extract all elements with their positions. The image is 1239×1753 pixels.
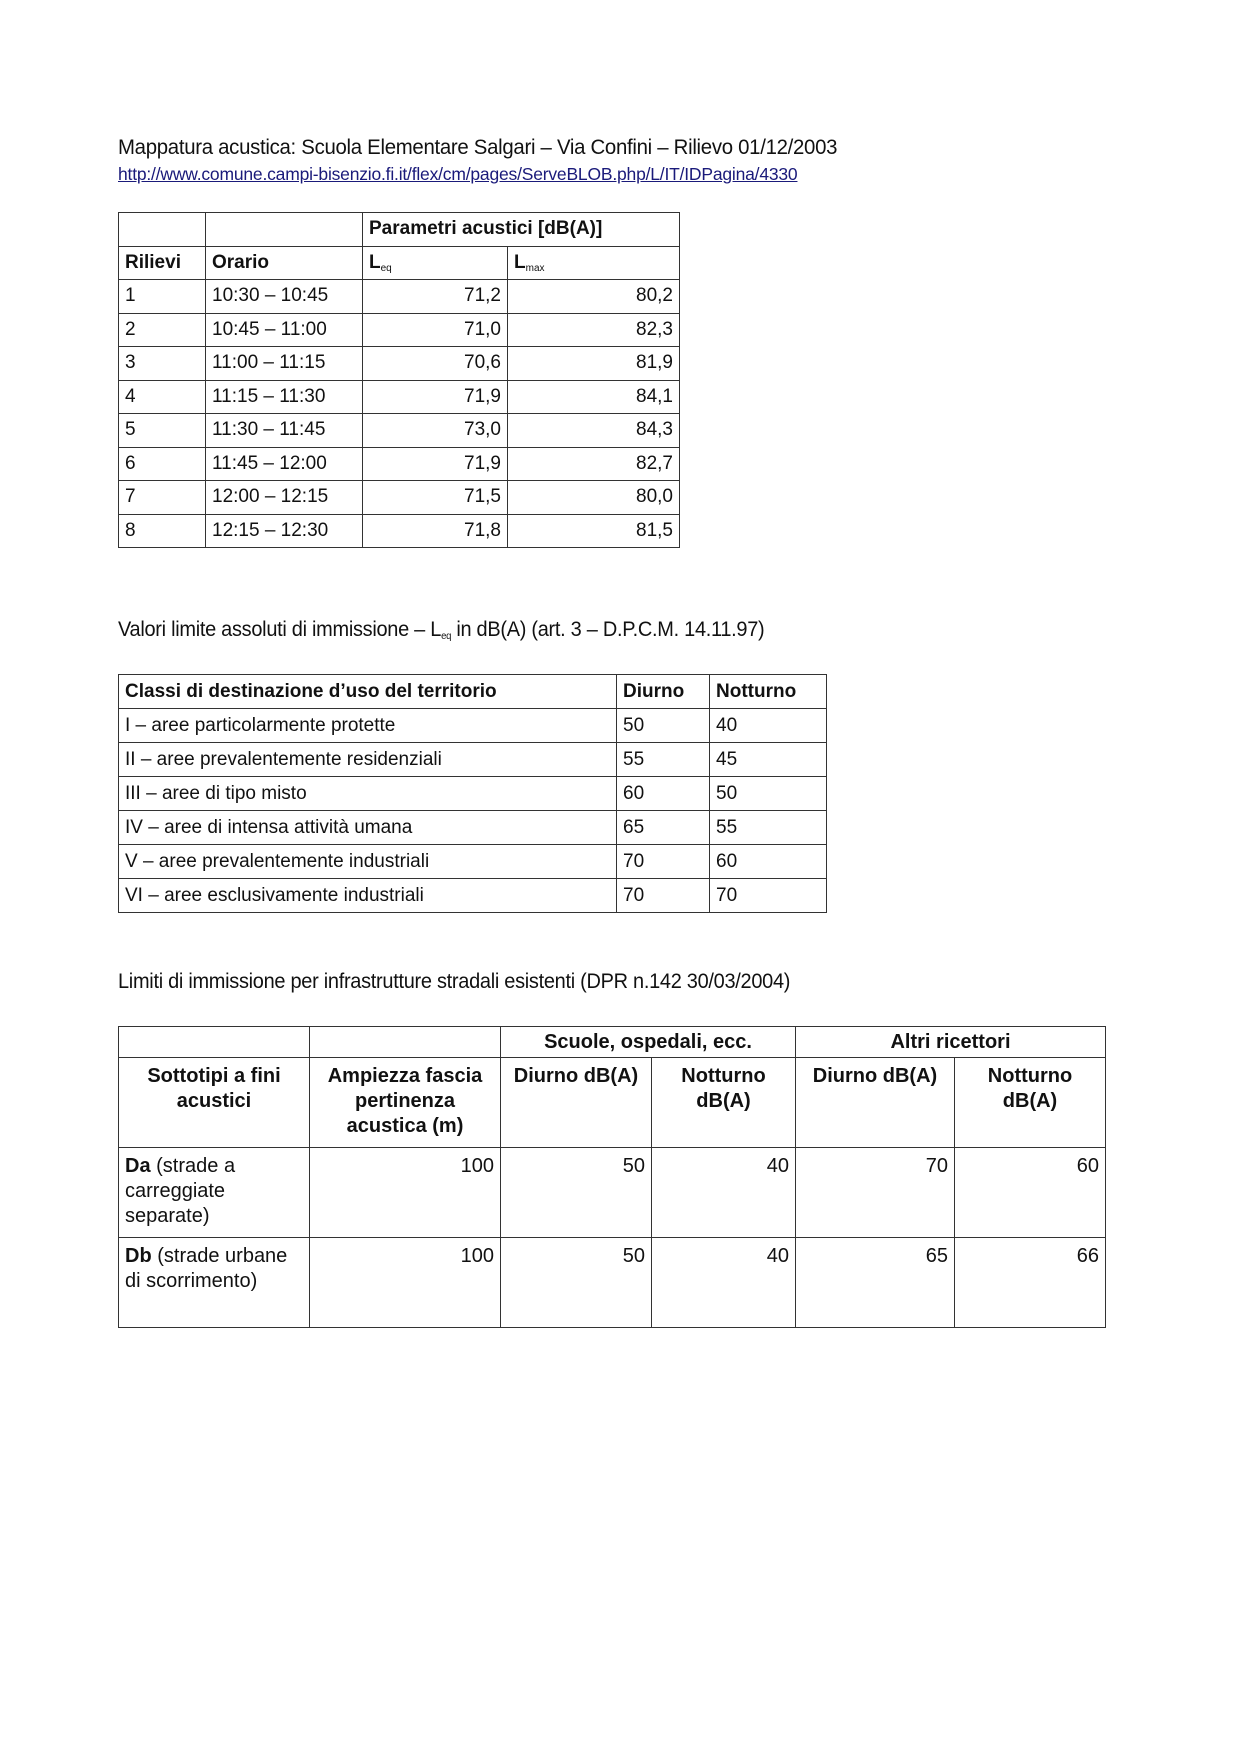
cell-orario: 10:45 – 11:00: [206, 313, 363, 347]
subtype-code: Db: [125, 1245, 152, 1267]
table-row: [119, 879, 827, 913]
table-row: [119, 347, 680, 381]
header-leq-sub: eq: [380, 262, 392, 274]
header-lmax-sub: max: [525, 262, 545, 274]
cell-lmax: 80,2: [508, 280, 680, 314]
cell-altri-diurno: 65: [796, 1238, 955, 1328]
table-row: [119, 280, 680, 314]
group-header-parametri: Parametri acustici [dB(A)]: [363, 213, 680, 247]
cell-leq: 71,9: [363, 380, 508, 414]
cell-notturno: 60: [710, 845, 827, 879]
measurements-table: [118, 212, 680, 548]
header-diurno: Diurno: [617, 675, 710, 709]
empty-header-cell: [119, 213, 206, 247]
table-row: [119, 709, 827, 743]
cell-lmax: 84,1: [508, 380, 680, 414]
cell-rilievo: 3: [119, 347, 206, 381]
cell-scuole-notturno: 40: [652, 1238, 796, 1328]
cell-rilievo: 8: [119, 514, 206, 548]
subtype-code: Da: [125, 1155, 151, 1177]
header-leq: [363, 246, 508, 280]
cell-classe: II – aree prevalentemente residenziali: [119, 743, 617, 777]
source-link[interactable]: http://www.comune.campi-bisenzio.fi.it/flex/cm/pages/ServeBLOB.php/L/IT/IDPagina/4330: [118, 164, 798, 184]
cell-sottotipo: [119, 1148, 310, 1238]
cell-leq: 70,6: [363, 347, 508, 381]
section-heading-infrastrutture: Limiti di immissione per infrastrutture stradali esistenti (DPR n.142 30/03/2004): [118, 970, 791, 993]
table-row: [119, 414, 680, 448]
header-leq-main: L: [369, 251, 381, 273]
cell-leq: 73,0: [363, 414, 508, 448]
cell-leq: 71,2: [363, 280, 508, 314]
cell-sottotipo: [119, 1238, 310, 1328]
heading-post: in dB(A) (art. 3 – D.P.C.M. 14.11.97): [451, 618, 765, 641]
subtype-description: (strade a carreggiate separate): [125, 1155, 236, 1227]
table-row: [119, 447, 680, 481]
cell-orario: 10:30 – 10:45: [206, 280, 363, 314]
subtype-description: (strade urbane di scorrimento): [125, 1245, 288, 1292]
heading-pre: Valori limite assoluti di immissione – L: [118, 618, 442, 641]
table-row: [119, 1238, 1106, 1328]
cell-orario: 11:30 – 11:45: [206, 414, 363, 448]
cell-classe: III – aree di tipo misto: [119, 777, 617, 811]
table-header-row: [119, 213, 680, 247]
table-row: [119, 811, 827, 845]
header-notturno: Notturno: [710, 675, 827, 709]
cell-lmax: 84,3: [508, 414, 680, 448]
cell-lmax: 81,5: [508, 514, 680, 548]
cell-diurno: 70: [617, 845, 710, 879]
empty-header-cell: [119, 1027, 310, 1058]
table-row: [119, 845, 827, 879]
cell-altri-diurno: 70: [796, 1148, 955, 1238]
group-header-scuole: Scuole, ospedali, ecc.: [501, 1027, 796, 1058]
header-lmax-main: L: [514, 251, 526, 273]
cell-classe: I – aree particolarmente protette: [119, 709, 617, 743]
table-row: [119, 313, 680, 347]
table-row: [119, 743, 827, 777]
header-orario: Orario: [206, 246, 363, 280]
cell-diurno: 50: [617, 709, 710, 743]
heading-sub: eq: [441, 631, 452, 642]
section-heading-limiti-assoluti: [118, 618, 764, 642]
header-scuole-notturno: Notturno dB(A): [652, 1058, 796, 1148]
cell-notturno: 70: [710, 879, 827, 913]
table-header-row: [119, 246, 680, 280]
cell-classe: V – aree prevalentemente industriali: [119, 845, 617, 879]
cell-rilievo: 7: [119, 481, 206, 515]
table-row: [119, 514, 680, 548]
cell-orario: 11:15 – 11:30: [206, 380, 363, 414]
cell-lmax: 82,7: [508, 447, 680, 481]
cell-orario: 11:00 – 11:15: [206, 347, 363, 381]
table-header-row: [119, 1058, 1106, 1148]
cell-scuole-diurno: 50: [501, 1148, 652, 1238]
cell-rilievo: 1: [119, 280, 206, 314]
cell-diurno: 70: [617, 879, 710, 913]
header-altri-diurno: Diurno dB(A): [796, 1058, 955, 1148]
cell-orario: 11:45 – 12:00: [206, 447, 363, 481]
cell-classe: VI – aree esclusivamente industriali: [119, 879, 617, 913]
header-altri-notturno: Notturno dB(A): [955, 1058, 1106, 1148]
cell-diurno: 55: [617, 743, 710, 777]
empty-header-cell: [310, 1027, 501, 1058]
cell-altri-notturno: 60: [955, 1148, 1106, 1238]
cell-diurno: 65: [617, 811, 710, 845]
cell-orario: 12:00 – 12:15: [206, 481, 363, 515]
empty-header-cell: [206, 213, 363, 247]
cell-notturno: 45: [710, 743, 827, 777]
group-header-altri: Altri ricettori: [796, 1027, 1106, 1058]
table-header-row: [119, 675, 827, 709]
cell-leq: 71,9: [363, 447, 508, 481]
cell-leq: 71,0: [363, 313, 508, 347]
cell-notturno: 40: [710, 709, 827, 743]
header-sottotipi: Sottotipi a fini acustici: [119, 1058, 310, 1148]
cell-ampiezza: 100: [310, 1238, 501, 1328]
cell-notturno: 50: [710, 777, 827, 811]
document-title: Mappatura acustica: Scuola Elementare Salgari – Via Confini – Rilievo 01/12/2003: [118, 136, 838, 159]
cell-rilievo: 2: [119, 313, 206, 347]
cell-lmax: 82,3: [508, 313, 680, 347]
cell-orario: 12:15 – 12:30: [206, 514, 363, 548]
cell-lmax: 81,9: [508, 347, 680, 381]
road-limits-table: [118, 1026, 1106, 1328]
header-ampiezza: Ampiezza fascia pertinenza acustica (m): [310, 1058, 501, 1148]
table-row: [119, 777, 827, 811]
table-row: [119, 1148, 1106, 1238]
cell-leq: 71,8: [363, 514, 508, 548]
cell-scuole-diurno: 50: [501, 1238, 652, 1328]
limits-table: [118, 674, 827, 913]
table-row: [119, 380, 680, 414]
cell-ampiezza: 100: [310, 1148, 501, 1238]
cell-notturno: 55: [710, 811, 827, 845]
cell-rilievo: 6: [119, 447, 206, 481]
cell-rilievo: 5: [119, 414, 206, 448]
cell-lmax: 80,0: [508, 481, 680, 515]
cell-altri-notturno: 66: [955, 1238, 1106, 1328]
cell-rilievo: 4: [119, 380, 206, 414]
cell-scuole-notturno: 40: [652, 1148, 796, 1238]
table-header-row: [119, 1027, 1106, 1058]
cell-diurno: 60: [617, 777, 710, 811]
table-row: [119, 481, 680, 515]
header-rilievi: Rilievi: [119, 246, 206, 280]
header-scuole-diurno: Diurno dB(A): [501, 1058, 652, 1148]
cell-leq: 71,5: [363, 481, 508, 515]
header-lmax: [508, 246, 680, 280]
header-classi: Classi di destinazione d’uso del territorio: [119, 675, 617, 709]
cell-classe: IV – aree di intensa attività umana: [119, 811, 617, 845]
